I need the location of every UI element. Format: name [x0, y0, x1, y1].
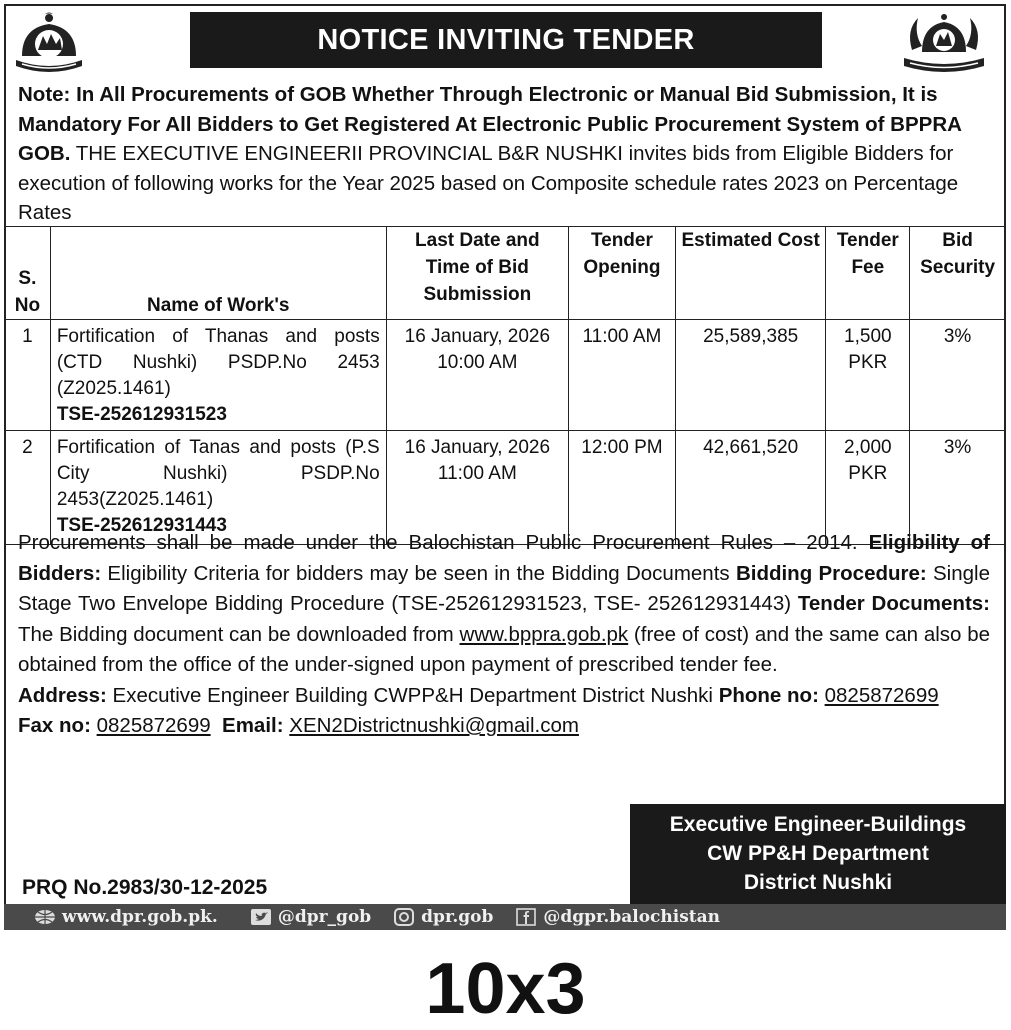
twitter-icon [250, 908, 272, 926]
header-name: Name of Work's [50, 227, 386, 320]
rules-text: Procurements shall be made under the Balochistan Public Procurement Rules – 2014. [18, 531, 869, 554]
fee-amount: 1,500 [844, 326, 892, 347]
row-cost: 25,589,385 [675, 320, 826, 431]
footer-instagram-text: dpr.gob [421, 907, 494, 927]
works-table [4, 226, 1006, 545]
work-tse: TSE-252612931443 [56, 515, 227, 536]
documents-text: The Bidding document can be downloaded from [18, 622, 460, 646]
registration-note: Note: In All Procurements of GOB Whether Through Electronic or Manual Bid Submission, It is Mandatory For All Bidders to Get Registered At Electronic Public Procurement System of BPPRA GOB. [18, 83, 962, 165]
instagram-icon [393, 908, 415, 926]
fax-label: Fax no: [18, 714, 91, 737]
balochistan-emblem-left [12, 10, 86, 78]
row-security: 3% [910, 320, 1006, 431]
work-name: Fortification of Thanas and posts (CTD Nushki) PSDP.No 2453 (Z2025.1461) [56, 326, 380, 399]
work-tse: TSE-252612931523 [56, 404, 227, 425]
email-label: Email: [222, 714, 284, 737]
submission-date: 16 January, 2026 [404, 437, 551, 458]
header-security: Bid Security [910, 227, 1006, 320]
invitation-text: THE EXECUTIVE ENGINEERII PROVINCIAL B&R NUSHKI invites bids from Eligible Bidders for execution of following works for the Year 2025 based on Composite schedule rates 2023 on Percentage Rates [18, 142, 959, 224]
submission-time: 11:00 AM [437, 463, 517, 484]
work-name: Fortification of Tanas and posts (P.S City Nushki) PSDP.No 2453(Z2025.1461) [56, 437, 380, 510]
address-label: Address: [18, 683, 107, 707]
eligibility-text: Eligibility Criteria for bidders may be seen in the Bidding Documents [101, 561, 736, 585]
documents-label: Tender Documents: [797, 592, 991, 615]
footer-bar [4, 904, 1006, 930]
submission-date: 16 January, 2026 [404, 326, 551, 347]
row-sno: 2 [5, 431, 51, 545]
row-security: 3% [910, 431, 1006, 545]
header-date: Last Date and Time of Bid Submission [386, 227, 568, 320]
footer-instagram[interactable] [393, 907, 493, 927]
globe-icon [34, 908, 56, 926]
footer-twitter-text: @dpr_gob [277, 907, 372, 927]
row-fee [826, 320, 910, 431]
row-cost: 42,661,520 [675, 431, 826, 545]
fee-unit: PKR [848, 463, 888, 484]
ad-size-label: 10x3 [425, 949, 586, 1029]
procedure-label: Bidding Procedure: [735, 561, 927, 585]
footer-twitter[interactable] [250, 907, 371, 927]
facebook-icon [515, 908, 537, 926]
documents-text-2: (free of cost) and the same can also be obtained from the office of the under-signed upon payment of prescribed tender fee. [18, 622, 991, 676]
signature-block [630, 804, 1006, 904]
signature-line-3: District Nushki [743, 871, 893, 894]
address-text: Executive Engineer Building CWPP&H Department District Nushki [106, 683, 719, 707]
email-link[interactable]: XEN2Districtnushki@gmail.com [289, 714, 579, 737]
bppra-link[interactable]: www.bppra.gob.pk [459, 622, 629, 646]
row-opening: 12:00 PM [568, 431, 675, 545]
row-date [386, 320, 568, 431]
row-name [50, 320, 386, 431]
procedure-text: Single Stage Two Envelope Bidding Procedure (TSE-252612931523, TSE- 252612931443) [18, 561, 990, 615]
signature-line-2: CW PP&H Department [707, 842, 929, 865]
phone-label: Phone no: [718, 683, 819, 707]
fee-amount: 2,000 [844, 437, 892, 458]
footer-facebook[interactable] [515, 907, 720, 927]
table-header-row [5, 227, 1006, 320]
submission-time: 10:00 AM [437, 352, 518, 373]
fee-unit: PKR [848, 352, 888, 373]
header-opening: Tender Opening [568, 227, 675, 320]
conditions-paragraph [18, 528, 990, 742]
prq-number: PRQ No.2983/30-12-2025 [22, 876, 268, 899]
signature-line-1: Executive Engineer-Buildings [669, 813, 967, 836]
row-sno: 1 [5, 320, 51, 431]
header-cost: Estimated Cost [675, 227, 826, 320]
footer-website-text: www.dpr.gob.pk. [62, 907, 218, 927]
intro-paragraph [18, 80, 994, 228]
footer-facebook-text: @dgpr.balochistan [543, 907, 721, 927]
header-sno: S. No [5, 227, 51, 320]
header-fee: Tender Fee [826, 227, 910, 320]
table-row [5, 320, 1006, 431]
phone-number[interactable]: 0825872699 [824, 683, 939, 707]
balochistan-emblem-right [898, 10, 990, 78]
row-opening: 11:00 AM [568, 320, 675, 431]
notice-title: NOTICE INVITING TENDER [190, 12, 822, 68]
fax-number[interactable]: 0825872699 [96, 714, 211, 737]
eligibility-label: Eligibility of Bidders: [18, 531, 990, 585]
footer-website[interactable] [34, 907, 218, 927]
